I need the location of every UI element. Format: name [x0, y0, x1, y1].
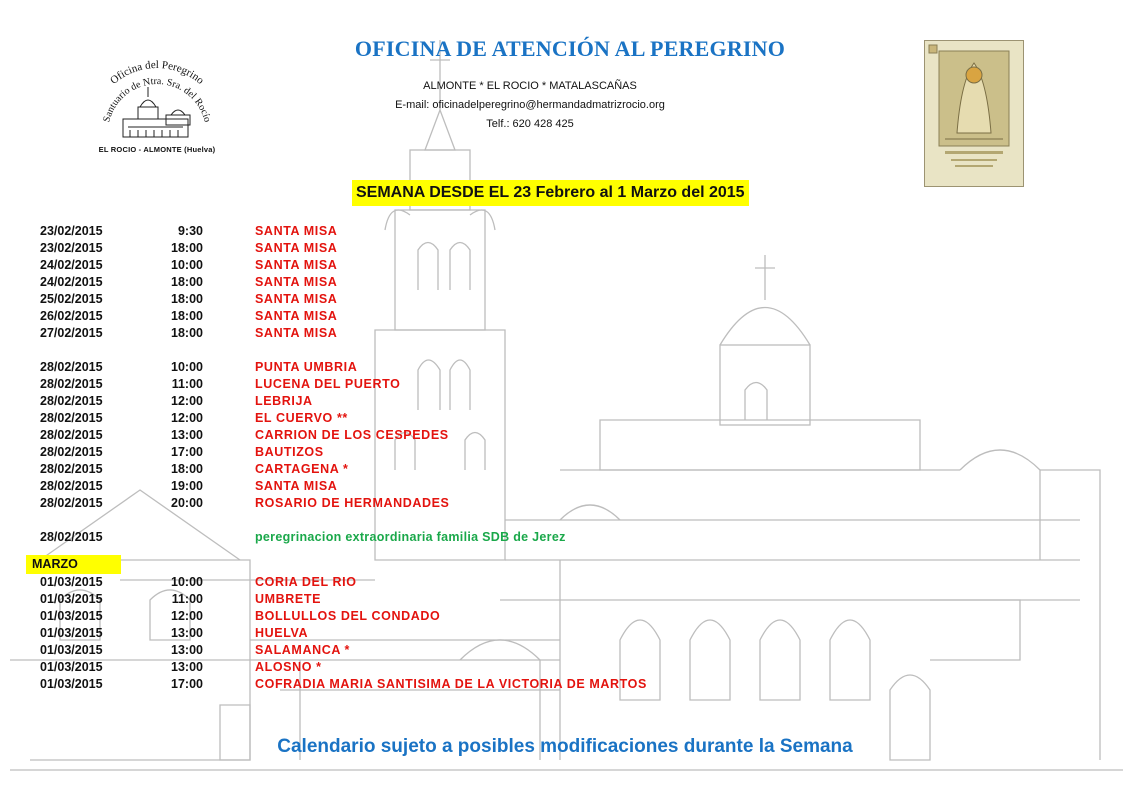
row-time: 18:00 [171, 275, 203, 289]
row-date: 01/03/2015 [40, 643, 103, 657]
row-time: 12:00 [171, 394, 203, 408]
row-event: peregrinacion extraordinaria familia SDB de Jerez [255, 530, 566, 544]
row-time: 18:00 [171, 309, 203, 323]
row-event: SANTA MISA [255, 258, 338, 272]
row-date: 24/02/2015 [40, 258, 103, 272]
row-date: 23/02/2015 [40, 241, 103, 255]
schedule-row [40, 608, 760, 625]
row-time: 10:00 [171, 360, 203, 374]
logo-location-caption: EL ROCIO - ALMONTE (Huelva) [98, 145, 216, 154]
sanctuary-emblem-icon [78, 45, 236, 145]
row-event: SANTA MISA [255, 479, 338, 493]
row-event: SALAMANCA * [255, 643, 351, 657]
schedule-row [40, 359, 760, 376]
row-date: 01/03/2015 [40, 592, 103, 606]
row-event: ROSARIO DE HERMANDADES [255, 496, 450, 510]
row-time: 13:00 [171, 660, 203, 674]
row-time: 17:00 [171, 677, 203, 691]
row-time: 13:00 [171, 428, 203, 442]
schedule-row [40, 642, 760, 659]
schedule-row [40, 274, 760, 291]
row-event: SANTA MISA [255, 309, 338, 323]
row-time: 18:00 [171, 292, 203, 306]
row-date: 01/03/2015 [40, 609, 103, 623]
row-time: 18:00 [171, 326, 203, 340]
row-event: EL CUERVO ** [255, 411, 348, 425]
row-date: 01/03/2015 [40, 626, 103, 640]
spacer [40, 342, 760, 359]
schedule-row [40, 591, 760, 608]
schedule-row [40, 676, 760, 693]
row-event: CARTAGENA * [255, 462, 349, 476]
email-line: E-mail: oficinadelperegrino@hermandadmatrizrocio.org [395, 99, 665, 111]
schedule-row [40, 427, 760, 444]
row-event: ALOSNO * [255, 660, 322, 674]
schedule-row [40, 308, 760, 325]
row-date: 24/02/2015 [40, 275, 103, 289]
schedule-row [40, 574, 760, 591]
spacer [40, 546, 760, 555]
week-banner: SEMANA DESDE EL 23 Febrero al 1 Marzo del 2015 [352, 180, 749, 206]
schedule-row [40, 444, 760, 461]
row-event: LEBRIJA [255, 394, 313, 408]
extraordinary-pilgrimage-row [40, 529, 760, 546]
row-date: 28/02/2015 [40, 445, 103, 459]
virgin-poster-image [924, 40, 1024, 187]
row-time: 18:00 [171, 241, 203, 255]
row-time: 17:00 [171, 445, 203, 459]
row-event: BOLLULLOS DEL CONDADO [255, 609, 441, 623]
schedule-row [40, 257, 760, 274]
row-event: SANTA MISA [255, 292, 338, 306]
row-event: UMBRETE [255, 592, 322, 606]
spacer [40, 512, 760, 529]
row-date: 01/03/2015 [40, 677, 103, 691]
schedule-row [40, 495, 760, 512]
row-date: 28/02/2015 [40, 496, 103, 510]
row-time: 18:00 [171, 462, 203, 476]
row-date: 28/02/2015 [40, 360, 103, 374]
row-event: LUCENA DEL PUERTO [255, 377, 401, 391]
schedule-row [40, 461, 760, 478]
row-time: 20:00 [171, 496, 203, 510]
row-time: 10:00 [171, 258, 203, 272]
schedule-row [40, 410, 760, 427]
schedule-row [40, 325, 760, 342]
row-event: PUNTA UMBRIA [255, 360, 358, 374]
row-date: 01/03/2015 [40, 575, 103, 589]
row-date: 28/02/2015 [40, 479, 103, 493]
row-date: 28/02/2015 [40, 394, 103, 408]
schedule-row [40, 478, 760, 495]
row-date: 28/02/2015 [40, 428, 103, 442]
row-date: 25/02/2015 [40, 292, 103, 306]
towns-line: ALMONTE * EL ROCIO * MATALASCAÑAS [423, 80, 637, 92]
row-time: 9:30 [177, 224, 203, 238]
schedule-disclaimer: Calendario sujeto a posibles modificaciones durante la Semana [277, 736, 853, 757]
row-event: SANTA MISA [255, 224, 338, 238]
logo-inner-text: Santuario de Ntra. Sra. del Rocío [101, 75, 213, 124]
row-date: 26/02/2015 [40, 309, 103, 323]
schedule-list [32, 223, 760, 693]
schedule-row [40, 393, 760, 410]
row-event: CORIA DEL RIO [255, 575, 357, 589]
phone-line: Telf.: 620 428 425 [486, 118, 574, 130]
schedule-row [40, 376, 760, 393]
row-time: 12:00 [171, 411, 203, 425]
schedule-row [40, 223, 760, 240]
row-event: SANTA MISA [255, 241, 338, 255]
row-time: 13:00 [171, 626, 203, 640]
row-time: 10:00 [171, 575, 203, 589]
row-event: CARRION DE LOS CESPEDES [255, 428, 449, 442]
logo-outer-text: Oficina del Peregrino [107, 58, 207, 87]
row-date: 28/02/2015 [40, 411, 103, 425]
row-time: 13:00 [171, 643, 203, 657]
schedule-row [40, 659, 760, 676]
month-row [32, 555, 760, 574]
row-date: 01/03/2015 [40, 660, 103, 674]
row-date: 27/02/2015 [40, 326, 103, 340]
row-event: SANTA MISA [255, 275, 338, 289]
row-time: 11:00 [171, 377, 203, 391]
schedule-row [40, 240, 760, 257]
schedule-row [40, 625, 760, 642]
row-date: 28/02/2015 [40, 462, 103, 476]
page-title: OFICINA DE ATENCIÓN AL PEREGRINO [354, 36, 786, 61]
row-date: 28/02/2015 [40, 377, 103, 391]
row-time: 19:00 [171, 479, 203, 493]
row-event: COFRADIA MARIA SANTISIMA DE LA VICTORIA DE MARTOS [255, 677, 647, 691]
pilgrim-office-logo [78, 45, 236, 163]
row-event: SANTA MISA [255, 326, 338, 340]
row-date: 23/02/2015 [40, 224, 103, 238]
row-event: HUELVA [255, 626, 309, 640]
row-time: 11:00 [171, 592, 203, 606]
schedule-row [40, 291, 760, 308]
row-event: BAUTIZOS [255, 445, 324, 459]
row-time: 12:00 [171, 609, 203, 623]
month-label: MARZO [26, 555, 121, 574]
row-date: 28/02/2015 [40, 530, 103, 544]
